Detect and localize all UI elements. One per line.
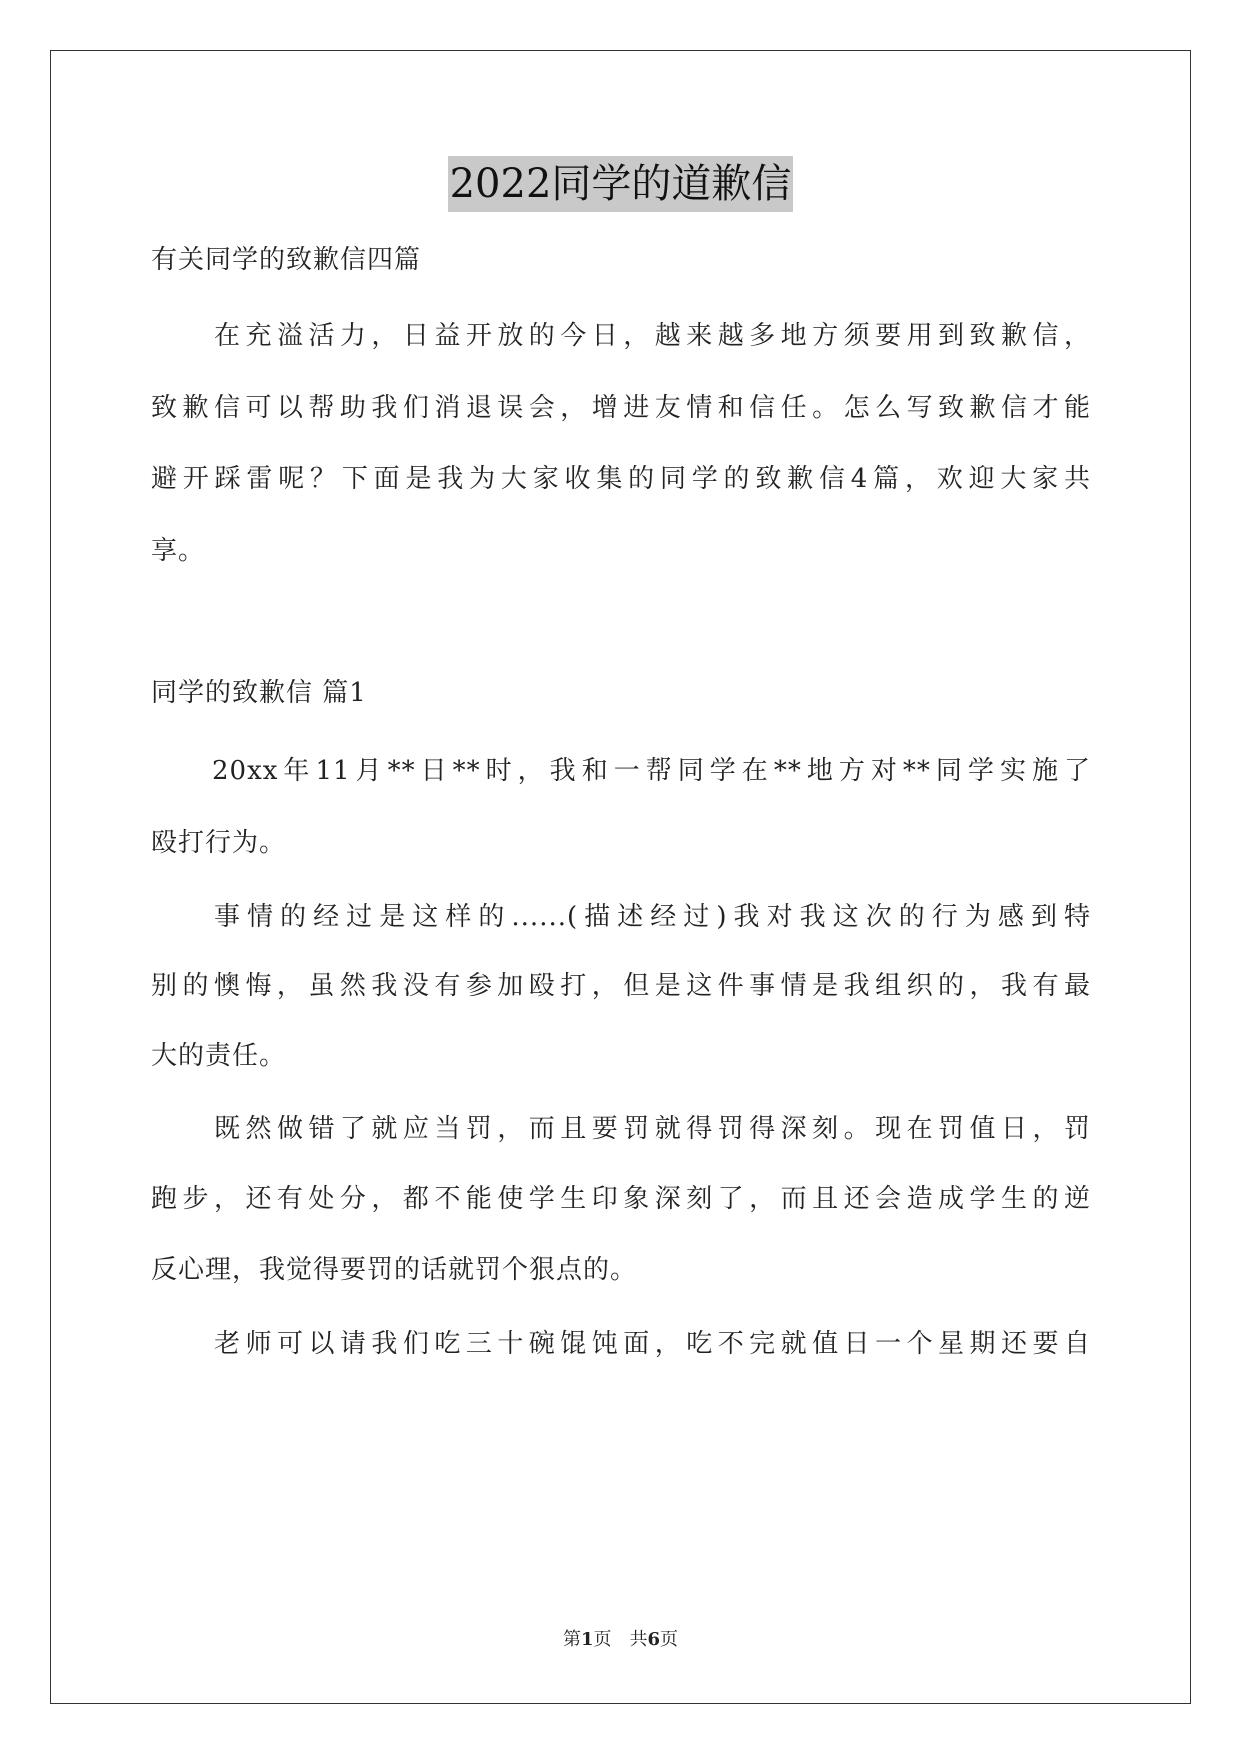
- footer-page-total: 6: [647, 1629, 661, 1650]
- paragraph-line: 别的懊悔，虽然我没有参加殴打，但是这件事情是我组织的，我有最: [151, 971, 1091, 1001]
- document-title: 2022同学的道歉信: [448, 156, 794, 212]
- paragraph-line: 殴打行为。: [151, 828, 287, 858]
- title-wrap: [0, 156, 1241, 212]
- paragraph-line: 避开踩雷呢？下面是我为大家收集的同学的致歉信4篇，欢迎大家共: [151, 464, 1091, 494]
- paragraph-line: 事情的经过是这样的......(描述经过)我对我这次的行为感到特: [214, 902, 1091, 932]
- footer-suffix: 页: [660, 1629, 679, 1650]
- paragraph-line: 在充溢活力，日益开放的今日，越来越多地方须要用到致歉信，: [214, 321, 1091, 351]
- paragraph-line: 跑步，还有处分，都不能使学生印象深刻了，而且还会造成学生的逆: [151, 1184, 1091, 1214]
- paragraph-line: 既然做错了就应当罚，而且要罚就得罚得深刻。现在罚值日，罚: [214, 1114, 1091, 1144]
- paragraph-line: 享。: [151, 536, 206, 566]
- paragraph-line: 老师可以请我们吃三十碗馄饨面，吃不完就值日一个星期还要自: [214, 1329, 1091, 1359]
- paragraph-line: 致歉信可以帮助我们消退误会，增进友情和信任。怎么写致歉信才能: [151, 393, 1091, 423]
- paragraph-line: 大的责任。: [151, 1041, 287, 1071]
- footer-mid: 页 共: [593, 1629, 648, 1650]
- section-heading: 同学的致歉信 篇1: [151, 678, 367, 708]
- paragraph-line: 20xx年11月**日**时，我和一帮同学在**地方对**同学实施了: [212, 756, 1091, 786]
- page-border: [50, 50, 1191, 1704]
- footer-prefix: 第: [562, 1629, 581, 1650]
- page-footer: [0, 1628, 1241, 1652]
- paragraph-line: 反心理，我觉得要罚的话就罚个狠点的。: [151, 1255, 638, 1285]
- footer-page-current: 1: [580, 1629, 594, 1650]
- subtitle-line: 有关同学的致歉信四篇: [151, 245, 422, 275]
